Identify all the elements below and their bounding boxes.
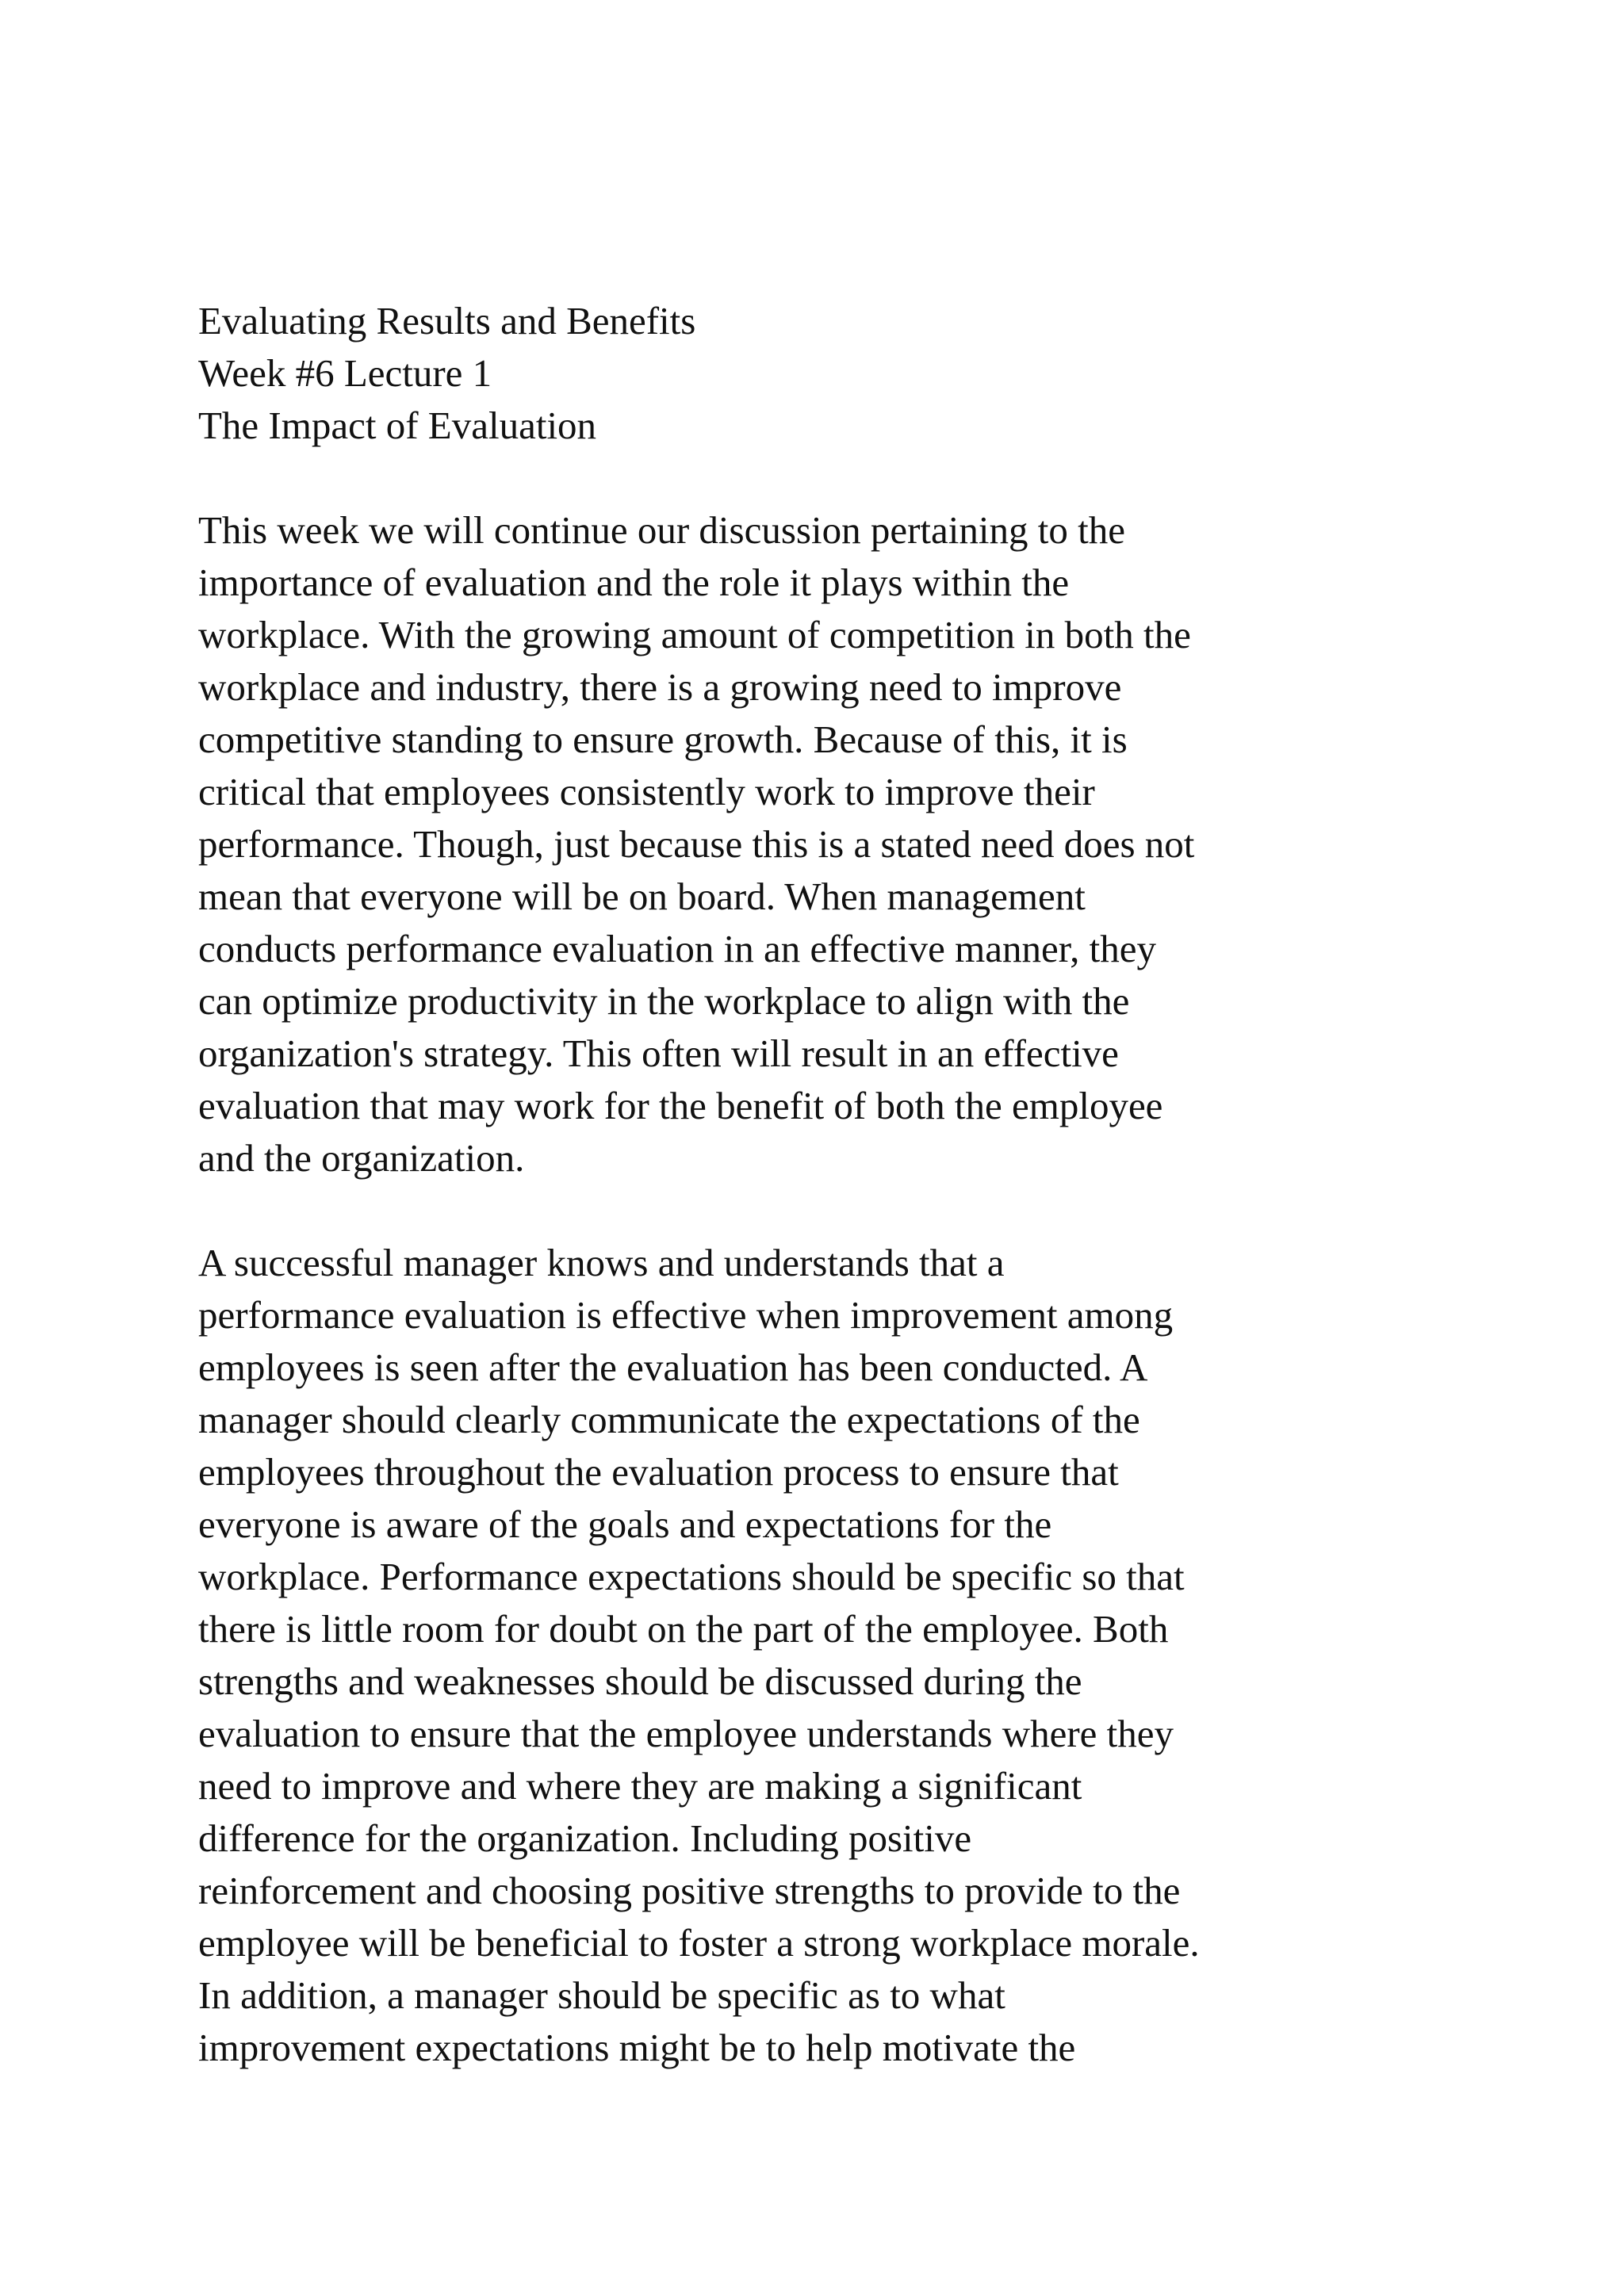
text-line: evaluation to ensure that the employee understands where they xyxy=(198,1712,1174,1755)
text-line: there is little room for doubt on the part of the employee. Both xyxy=(198,1607,1169,1651)
text-line: critical that employees consistently work to improve their xyxy=(198,770,1095,813)
text-line: everyone is aware of the goals and expectations for the xyxy=(198,1502,1052,1546)
text-line: employees is seen after the evaluation has been conducted. A xyxy=(198,1345,1148,1389)
text-line: conducts performance evaluation in an effective manner, they xyxy=(198,927,1156,970)
text-line: improvement expectations might be to help motivate the xyxy=(198,2026,1076,2069)
text-line: In addition, a manager should be specific as to what xyxy=(198,1973,1005,2017)
text-line: A successful manager knows and understands that a xyxy=(198,1241,1005,1284)
text-line: performance. Though, just because this is a stated need does not xyxy=(198,822,1195,866)
paragraph-spacer xyxy=(198,452,1562,504)
text-line: manager should clearly communicate the expectations of the xyxy=(198,1398,1140,1441)
text-line: need to improve and where they are making a significant xyxy=(198,1764,1082,1808)
text-line: organization's strategy. This often will result in an effective xyxy=(198,1031,1119,1075)
document-body xyxy=(198,295,1562,2074)
text-line: workplace. With the growing amount of competition in both the xyxy=(198,613,1191,656)
text-line: performance evaluation is effective when improvement among xyxy=(198,1293,1174,1337)
text-line: competitive standing to ensure growth. Because of this, it is xyxy=(198,718,1128,761)
paragraph-spacer xyxy=(198,1184,1562,1237)
text-line: workplace and industry, there is a growing need to improve xyxy=(198,665,1122,709)
text-line: reinforcement and choosing positive strengths to provide to the xyxy=(198,1869,1181,1912)
document-title: Evaluating Results and Benefits xyxy=(198,299,696,342)
text-line: This week we will continue our discussion pertaining to the xyxy=(198,508,1125,552)
section-subtitle: The Impact of Evaluation xyxy=(198,404,597,447)
paragraph-1 xyxy=(198,504,1562,1184)
text-line: importance of evaluation and the role it plays within the xyxy=(198,561,1070,604)
text-line: employee will be beneficial to foster a strong workplace morale. xyxy=(198,1921,1200,1965)
text-line: and the organization. xyxy=(198,1136,525,1180)
text-line: can optimize productivity in the workplace to align with the xyxy=(198,979,1130,1023)
text-line: difference for the organization. Including positive xyxy=(198,1816,972,1860)
text-line: employees throughout the evaluation process to ensure that xyxy=(198,1450,1119,1494)
week-label: Week #6 Lecture 1 xyxy=(198,351,492,395)
text-line: strengths and weaknesses should be discussed during the xyxy=(198,1659,1082,1703)
text-line: evaluation that may work for the benefit of both the employee xyxy=(198,1084,1163,1127)
text-line: workplace. Performance expectations should be specific so that xyxy=(198,1555,1185,1598)
text-line: mean that everyone will be on board. When management xyxy=(198,874,1086,918)
paragraph-2 xyxy=(198,1237,1562,2074)
